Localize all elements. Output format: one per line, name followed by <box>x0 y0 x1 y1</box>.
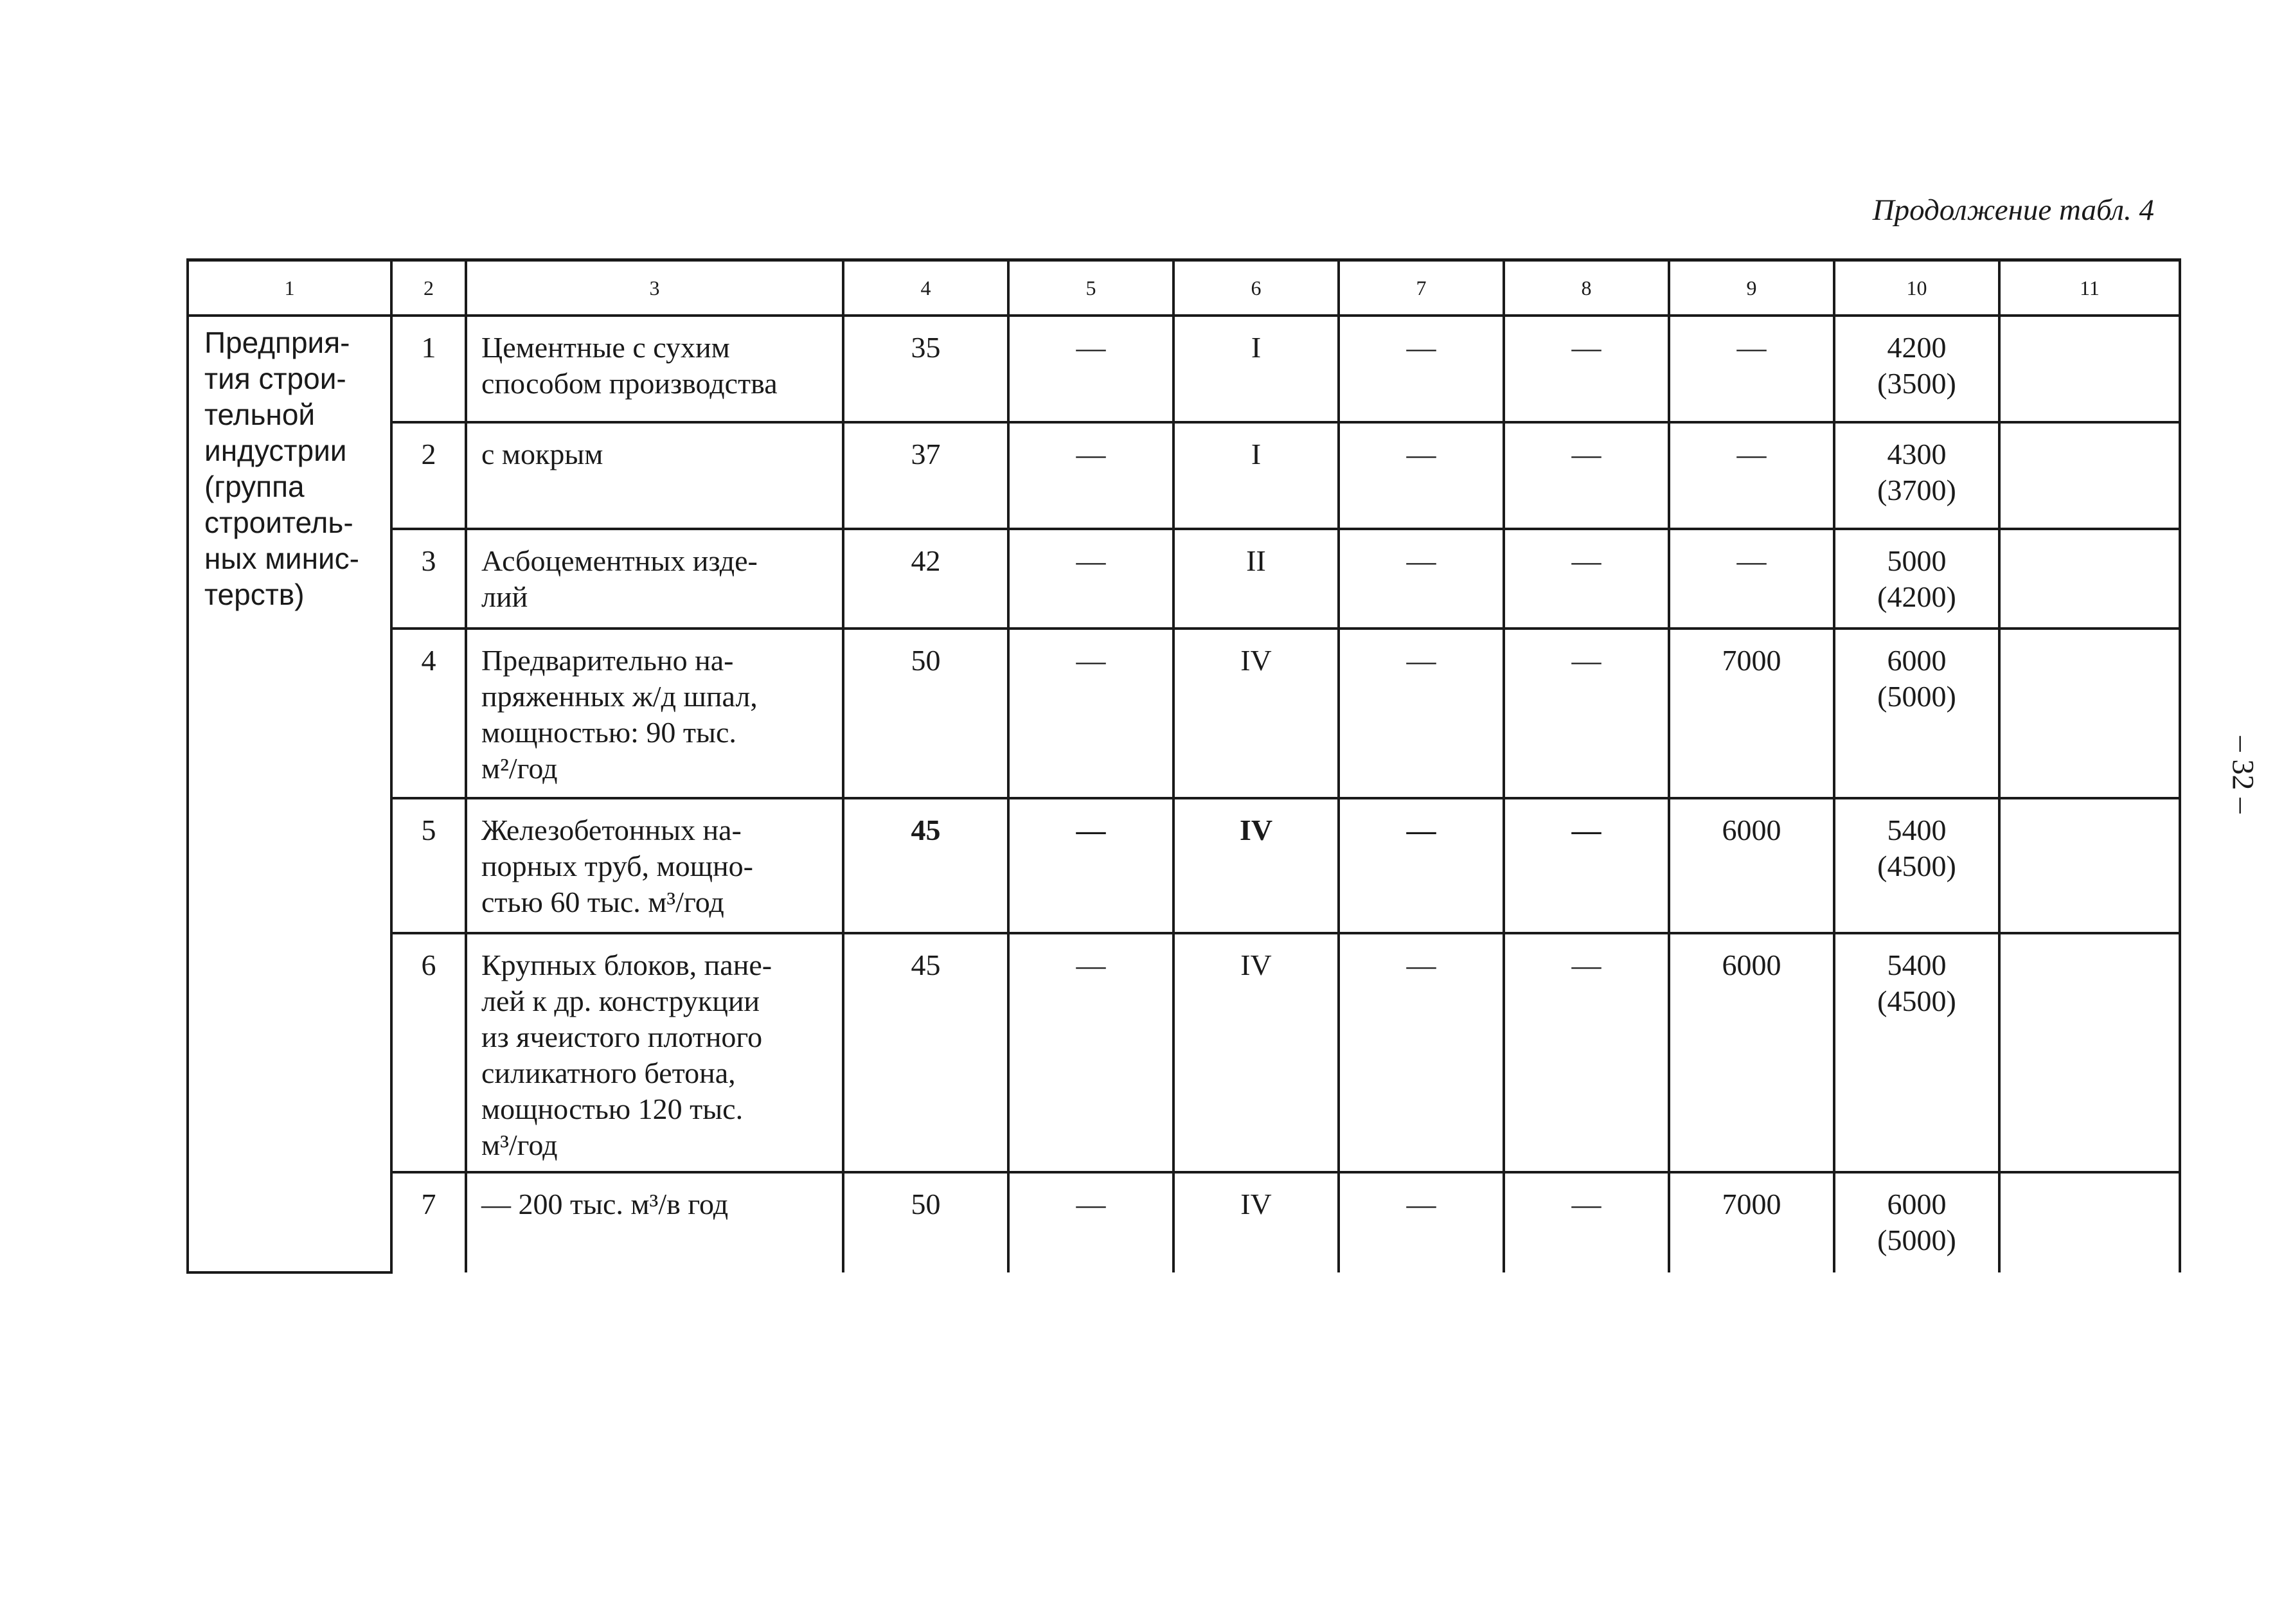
cell-col5: — <box>1008 1172 1173 1272</box>
table-row <box>188 798 2180 933</box>
header-row <box>188 260 2180 316</box>
column-header-1: 1 <box>188 260 391 316</box>
column-header-8: 8 <box>1504 260 1669 316</box>
cell-col6: IV <box>1173 629 1339 798</box>
cell-col7: — <box>1339 529 1504 629</box>
cell-col11 <box>1999 933 2180 1172</box>
cell-col8: — <box>1504 798 1669 933</box>
cell-col4: 42 <box>843 529 1008 629</box>
cell-col5: — <box>1008 422 1173 529</box>
cell-col4: 50 <box>843 1172 1008 1272</box>
cell-col11 <box>1999 1172 2180 1272</box>
cell-col10: 5000 (4200) <box>1834 529 1999 629</box>
cell-col10: 5400 (4500) <box>1834 933 1999 1172</box>
column-header-4: 4 <box>843 260 1008 316</box>
cell-col4: 45 <box>843 933 1008 1172</box>
table-row <box>188 316 2180 422</box>
cell-col8: — <box>1504 529 1669 629</box>
cell-col9: 7000 <box>1669 629 1834 798</box>
column-header-2: 2 <box>391 260 466 316</box>
row-number: 5 <box>391 798 466 933</box>
column-header-9: 9 <box>1669 260 1834 316</box>
data-table <box>186 258 2181 1274</box>
item-name: Асбоцементных изде- лий <box>466 529 843 629</box>
cell-col9: 6000 <box>1669 798 1834 933</box>
cell-col9: — <box>1669 422 1834 529</box>
cell-col9: 7000 <box>1669 1172 1834 1272</box>
cell-col11 <box>1999 316 2180 422</box>
cell-col5: — <box>1008 629 1173 798</box>
row-number: 6 <box>391 933 466 1172</box>
cell-col8: — <box>1504 1172 1669 1272</box>
cell-col10: 5400 (4500) <box>1834 798 1999 933</box>
table-row <box>188 529 2180 629</box>
cell-col6: IV <box>1173 933 1339 1172</box>
row-number: 2 <box>391 422 466 529</box>
cell-col5: — <box>1008 529 1173 629</box>
cell-col6: I <box>1173 316 1339 422</box>
cell-col10: 6000 (5000) <box>1834 1172 1999 1272</box>
item-name: Железобетонных на- порных труб, мощно- стью 60 тыс. м³/год <box>466 798 843 933</box>
column-header-10: 10 <box>1834 260 1999 316</box>
cell-col7: — <box>1339 933 1504 1172</box>
cell-col9: — <box>1669 529 1834 629</box>
row-number: 1 <box>391 316 466 422</box>
cell-col10: 4300 (3700) <box>1834 422 1999 529</box>
item-name: — 200 тыс. м³/в год <box>466 1172 843 1272</box>
row-number: 3 <box>391 529 466 629</box>
cell-col7: — <box>1339 422 1504 529</box>
row-number: 4 <box>391 629 466 798</box>
table-row <box>188 422 2180 529</box>
cell-col6: I <box>1173 422 1339 529</box>
cell-col5: — <box>1008 933 1173 1172</box>
group-label-cell: Предприя- тия строи- тельной индустрии (группа строитель- ных минис- терств) <box>188 316 391 1272</box>
cell-col11 <box>1999 529 2180 629</box>
cell-col7: — <box>1339 629 1504 798</box>
cell-col5: — <box>1008 798 1173 933</box>
cell-col4: 35 <box>843 316 1008 422</box>
table-row <box>188 1172 2180 1272</box>
cell-col9: 6000 <box>1669 933 1834 1172</box>
cell-col4: 45 <box>843 798 1008 933</box>
cell-col6: IV <box>1173 798 1339 933</box>
cell-col7: — <box>1339 1172 1504 1272</box>
cell-col7: — <box>1339 316 1504 422</box>
item-name: Предварительно на- пряженных ж/д шпал, мощностью: 90 тыс. м²/год <box>466 629 843 798</box>
cell-col8: — <box>1504 629 1669 798</box>
table-row <box>188 933 2180 1172</box>
cell-col10: 6000 (5000) <box>1834 629 1999 798</box>
cell-col8: — <box>1504 933 1669 1172</box>
item-name: с мокрым <box>466 422 843 529</box>
row-number: 7 <box>391 1172 466 1272</box>
cell-col8: — <box>1504 422 1669 529</box>
page-number: – 32 – <box>2226 736 2260 814</box>
cell-col11 <box>1999 422 2180 529</box>
cell-col8: — <box>1504 316 1669 422</box>
cell-col6: II <box>1173 529 1339 629</box>
table-row <box>188 629 2180 798</box>
column-header-3: 3 <box>466 260 843 316</box>
column-header-6: 6 <box>1173 260 1339 316</box>
cell-col4: 37 <box>843 422 1008 529</box>
column-header-5: 5 <box>1008 260 1173 316</box>
item-name: Крупных блоков, пане- лей к др. конструкции из ячеистого плотного силикатного бетона, мощностью 120 тыс. м³/год <box>466 933 843 1172</box>
cell-col11 <box>1999 629 2180 798</box>
cell-col5: — <box>1008 316 1173 422</box>
table-continuation-caption: Продолжение табл. 4 <box>1872 193 2154 227</box>
cell-col10: 4200 (3500) <box>1834 316 1999 422</box>
cell-col9: — <box>1669 316 1834 422</box>
cell-col11 <box>1999 798 2180 933</box>
column-header-7: 7 <box>1339 260 1504 316</box>
column-header-11: 11 <box>1999 260 2180 316</box>
cell-col6: IV <box>1173 1172 1339 1272</box>
cell-col7: — <box>1339 798 1504 933</box>
cell-col4: 50 <box>843 629 1008 798</box>
item-name: Цементные с сухим способом производства <box>466 316 843 422</box>
